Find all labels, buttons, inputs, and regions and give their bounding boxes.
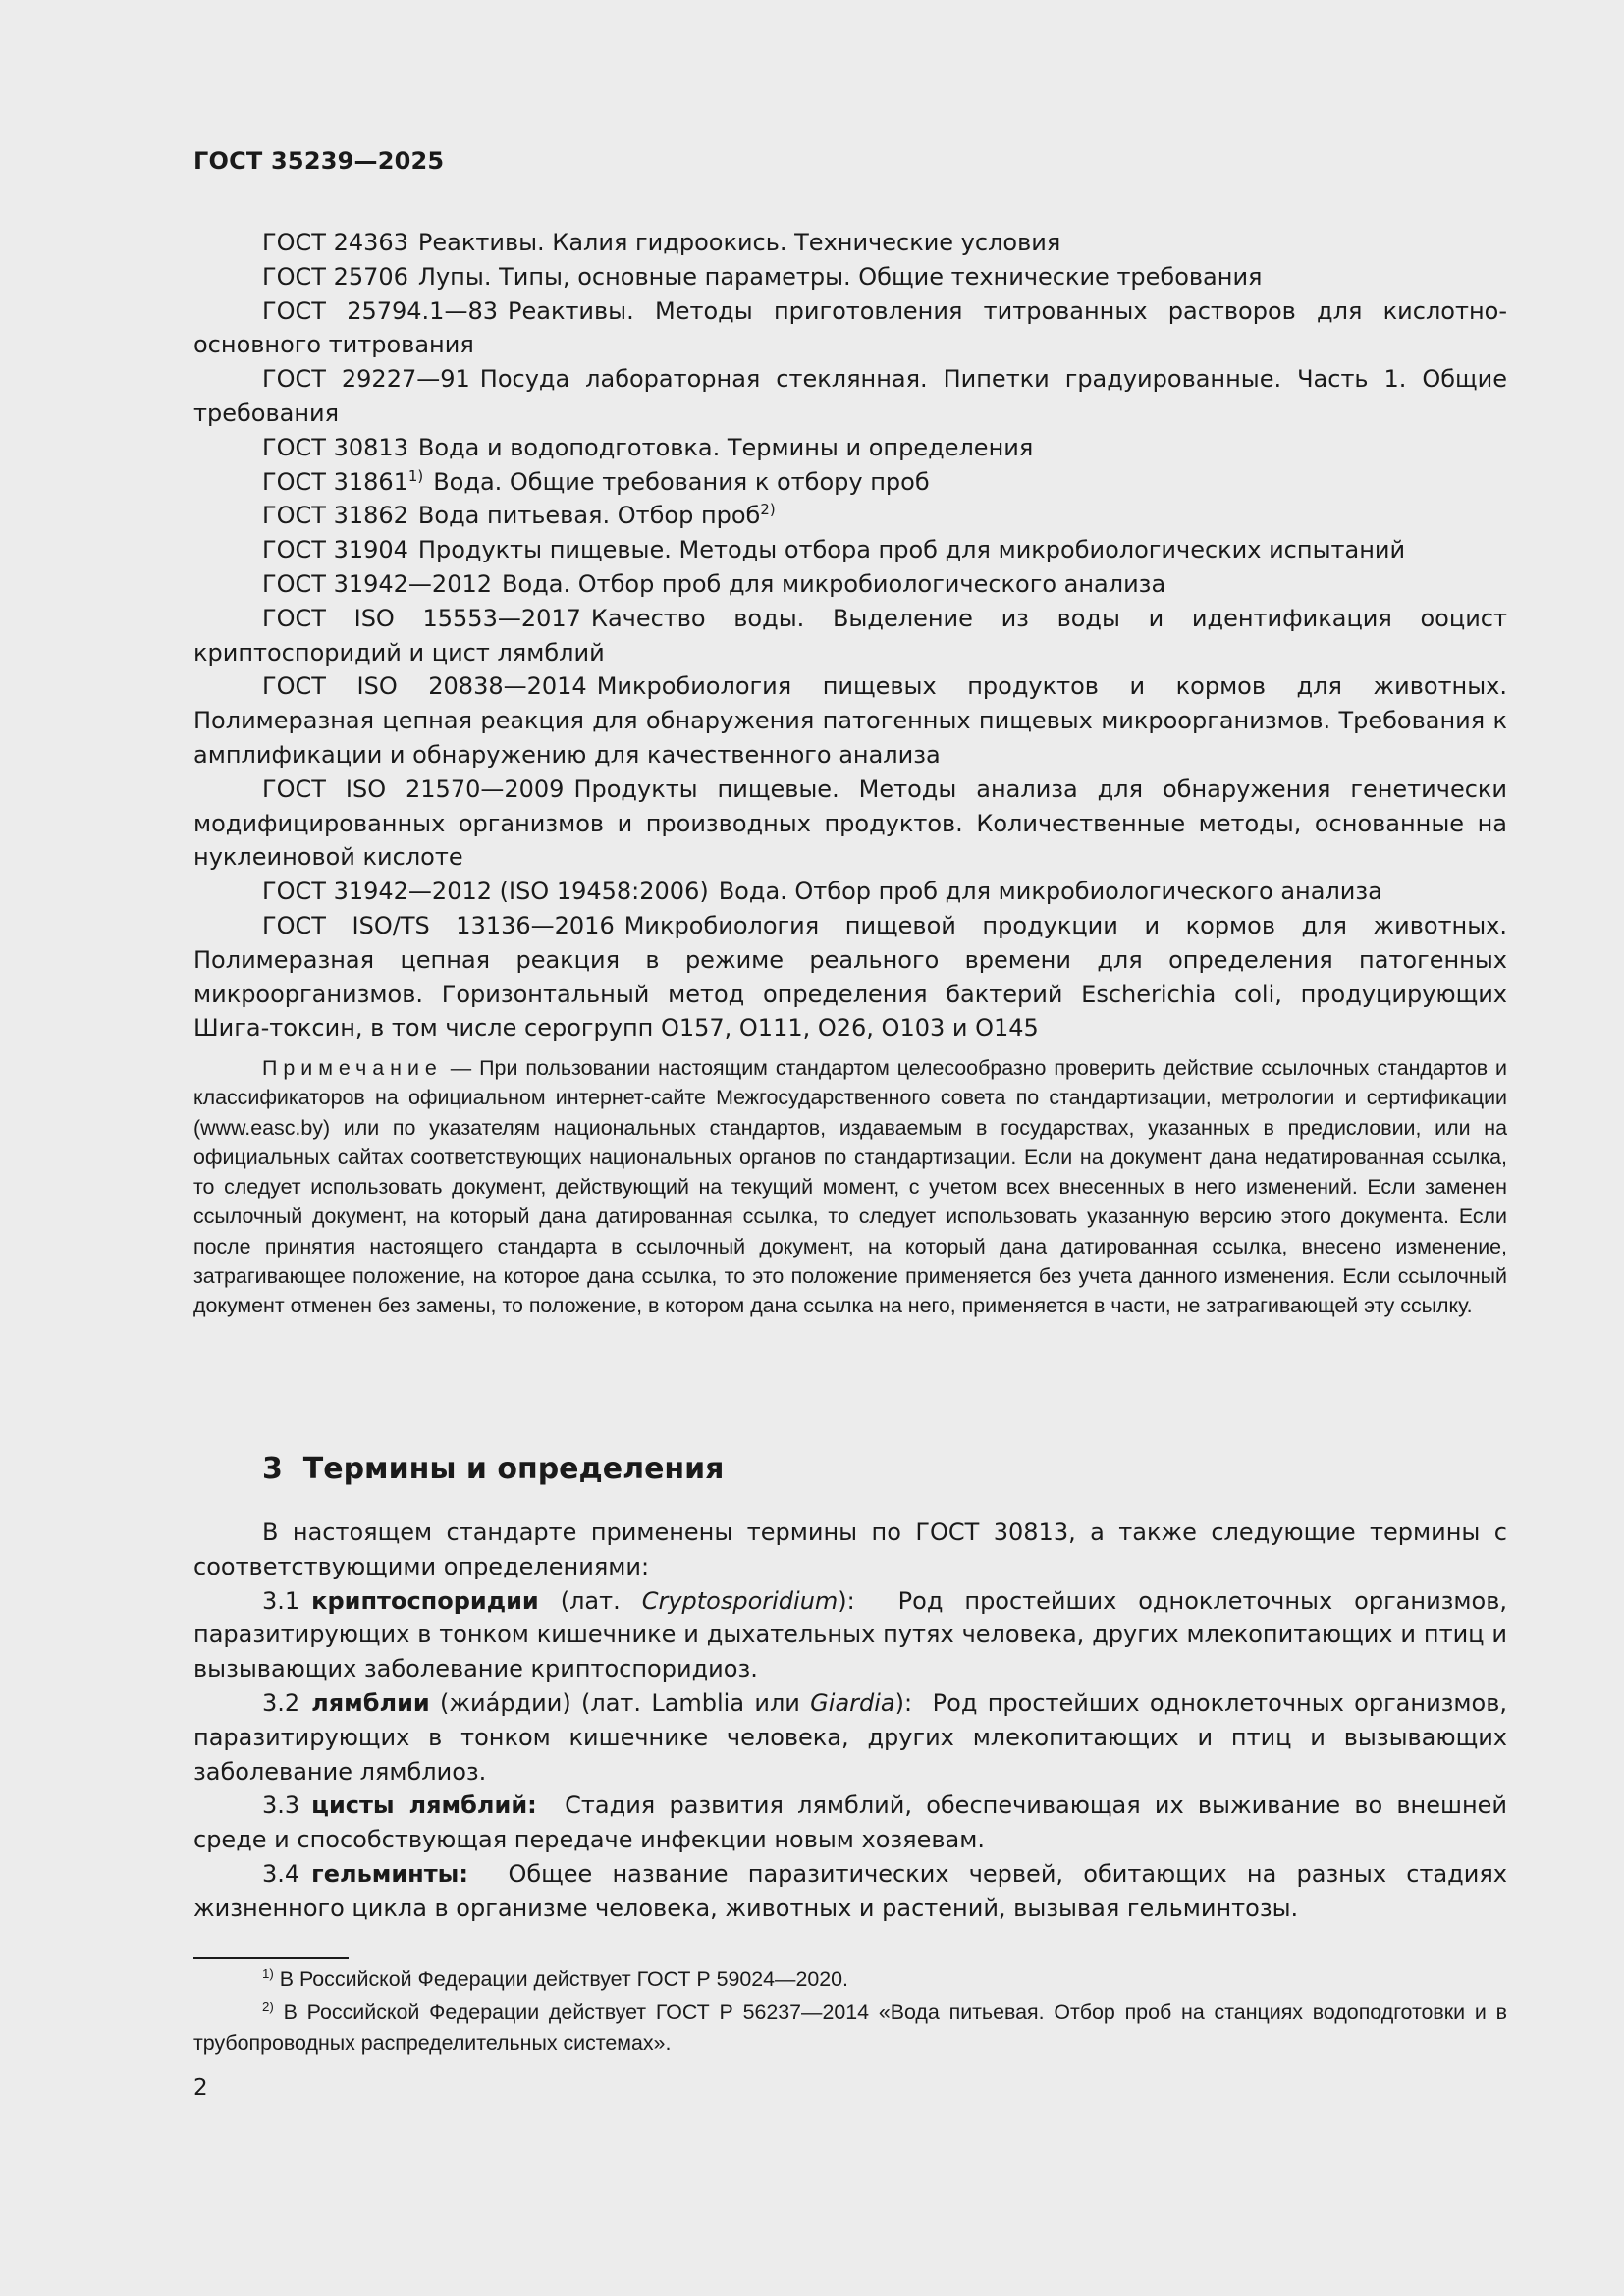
note-block <box>193 1053 1507 1321</box>
reference-item: ГОСТ ISO 20838—2014 Микробиология пищевых продуктов и кормов для животных. Полимеразная цепная реакция для обнаружения патогенных пищевых микроорганизмов. Требования к амплификации и обнаружению для качественного анализа <box>193 672 1507 769</box>
term-entry: 3.4 гельминты: Общее название паразитических червей, обитающих на разных стадиях жизненного цикла в организме человека, животных и растений, вызывая гельминтозы. <box>193 1859 1507 1922</box>
section-heading: 3 Термины и определения <box>262 1452 725 1486</box>
references-list <box>193 226 1507 1045</box>
footnote: $^{1)}$ В Российской Федерации действует ГОСТ Р 59024—2020. <box>262 1965 848 1991</box>
term-entry: 3.1 криптоспоридии (лат. Cryptosporidium): Род простейших одноклеточных организмов, паразитирующих в тонком кишечнике и дыхательных путях человека, других млекопитающих и птиц и вызывающих заболевание криптоспоридиоз. <box>193 1586 1507 1683</box>
footnote-mark: 1) <box>407 466 424 485</box>
page-number: 2 <box>193 2075 208 2101</box>
reference-item: ГОСТ ISO 21570—2009 Продукты пищевые. Методы анализа для обнаружения генетически модифицированных организмов и производных продуктов. Количественные методы, основанные на нуклеиновой кислоте <box>193 774 1507 872</box>
footnote-mark: 2) <box>760 501 776 519</box>
reference-item: ГОСТ 30813 Вода и водоподготовка. Термины и определения <box>262 433 1034 461</box>
section-intro: В настоящем стандарте применены термины по ГОСТ 30813, а также следующие термины с соответствующими определениями: <box>193 1519 1507 1580</box>
term-entry: 3.2 лямблии (жиа́рдии) (лат. Lamblia или Giardia): Род простейших одноклеточных организмов, паразитирующих в тонком кишечнике человека, других млекопитающих и птиц и вызывающих заболевание лямблиоз. <box>193 1688 1507 1786</box>
terms-list <box>193 1516 1507 1926</box>
reference-item: ГОСТ 31942—2012 (ISO 19458:2006) Вода. Отбор проб для микробиологического анализа <box>262 878 1382 906</box>
reference-item: ГОСТ ISO 15553—2017 Качество воды. Выделение из воды и идентификация ооцист криптоспоридий и цист лямблий <box>193 604 1507 667</box>
reference-item: ГОСТ 25706 Лупы. Типы, основные параметры. Общие технические требования <box>262 262 1263 291</box>
reference-item: ГОСТ 24363 Реактивы. Калия гидроокись. Технические условия <box>262 229 1061 256</box>
note-text: — При пользовании настоящим стандартом целесообразно проверить действие ссылочных стандартов и классификаторов на официальном интернет-сайте Межгосударственного совета по стандартизации, метрологии и сертификации (www.easc.by) или по указателям национальных стандартов, издаваемым в государствах, указанных в предисловии, или на официальных сайтах соответствующих национальных органов по стандартизации. Если на документ дана недатированная ссылка, то следует использовать документ, действующий на текущий момент, с учетом всех внесенных в него изменений. Если заменен ссылочный документ, на который дана датированная ссылка, то следует использовать указанную версию этого документа. Если после принятия настоящего стандарта в ссылочный документ, на который дана датированная ссылка, внесено изменение, затрагивающее положение, на которое дана ссылка, то это положение применяется без учета данного изменения. Если ссылочный документ отменен без замены, то положение, в котором дана ссылка на него, применяется в части, не затрагивающей эту ссылку. <box>193 1056 1507 1318</box>
footnote: $^{2)}$ В Российской Федерации действует ГОСТ Р 56237—2014 «Вода питьевая. Отбор проб на станциях водоподготовки и в трубопроводных распределительных системах». <box>193 2000 1507 2055</box>
reference-item: ГОСТ 31904 Продукты пищевые. Методы отбора проб для микробиологических испытаний <box>262 536 1406 564</box>
footnote-divider <box>193 1957 349 1959</box>
reference-item: ГОСТ 31942—2012 Вода. Отбор проб для микробиологического анализа <box>262 569 1166 598</box>
note-label: Примечание <box>262 1056 443 1080</box>
reference-item: ГОСТ ISO/TS 13136—2016 Микробиология пищевой продукции и кормов для животных. Полимеразная цепная реакция в режиме реального времени для определения патогенных микроорганизмов. Горизонтальный метод определения бактерий Escherichia coli, продуцирующих Шига-токсин, в том числе серогрупп O157, O111, O26, O103 и O145 <box>193 911 1508 1042</box>
reference-item: ГОСТ 25794.1—83 Реактивы. Методы приготовления титрованных растворов для кислотно-основного титрования <box>193 296 1507 359</box>
reference-item: ГОСТ 31861$^{1)}$ Вода. Общие требования к отбору проб <box>262 466 930 496</box>
term-entry: 3.3 цисты лямблий: Стадия развития лямблий, обеспечивающая их выживание во внешней среде и способствующая передаче инфекции новым хозяевам. <box>193 1791 1507 1854</box>
footnotes <box>193 1964 1507 2061</box>
reference-item: ГОСТ 29227—91 Посуда лабораторная стеклянная. Пипетки градуированные. Часть 1. Общие требования <box>193 365 1507 427</box>
document-header: ГОСТ 35239—2025 <box>193 147 445 175</box>
reference-item: ГОСТ 31862 Вода питьевая. Отбор проб$^{2)}$ <box>262 501 776 530</box>
